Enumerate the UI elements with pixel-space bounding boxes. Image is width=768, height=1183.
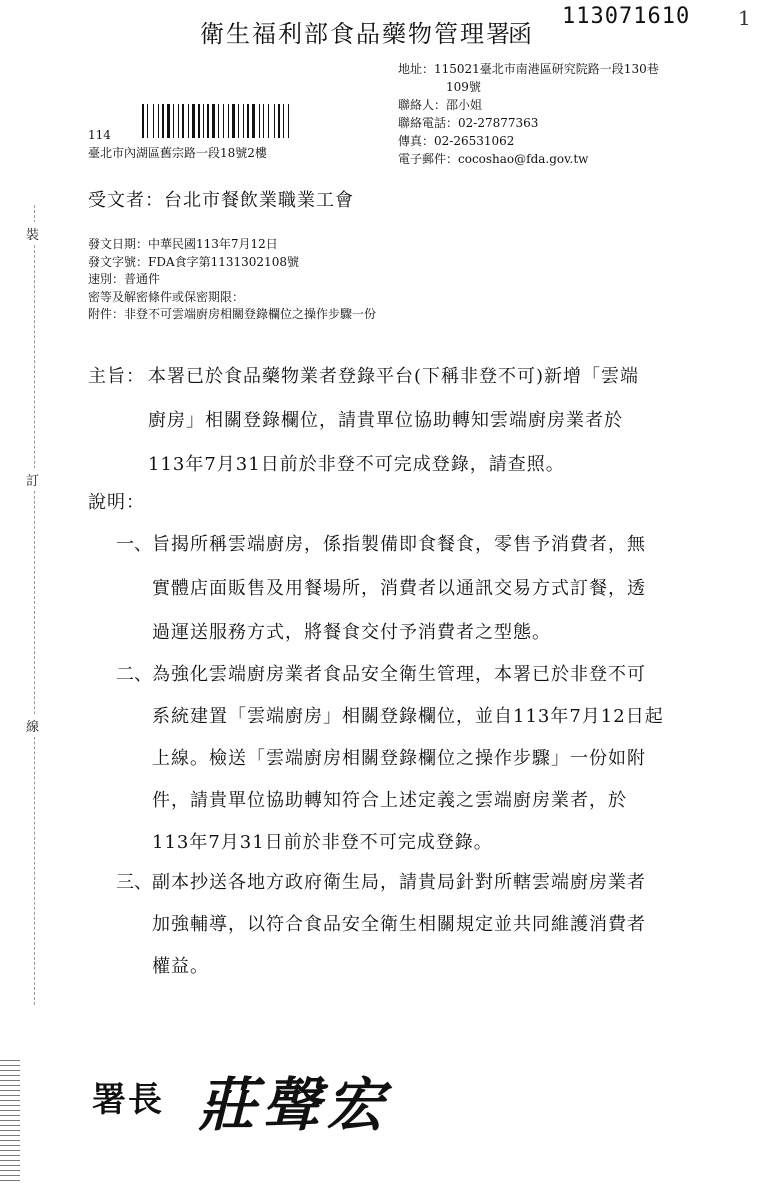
explanation-label: 說明： xyxy=(88,492,145,513)
barcode-bar xyxy=(196,104,197,138)
barcode-bar xyxy=(288,104,289,138)
item-line: 副本抄送各地方政府衛生局，請貴局針對所轄雲端廚房業者 xyxy=(152,872,646,893)
secrecy: 密等及解密條件或保密期限： xyxy=(88,289,245,304)
barcode-bar xyxy=(252,104,255,138)
barcode-bar xyxy=(268,104,269,138)
issue-date: 發文日期：中華民國113年7月12日 xyxy=(88,237,278,251)
item-line: 權益。 xyxy=(152,956,209,977)
barcode-bar xyxy=(245,104,246,138)
barcode-bar xyxy=(232,104,235,138)
subject-label: 主旨： xyxy=(88,366,145,387)
barcode-bar xyxy=(256,104,258,138)
item-line: 過運送服務方式，將餐食交付予消費者之型態。 xyxy=(152,622,551,643)
subject-line: 本署已於食品藥物業者登錄平台(下稱非登不可)新增「雲端 xyxy=(148,366,640,387)
barcode-bar xyxy=(158,104,159,138)
barcode-bar xyxy=(153,104,154,138)
barcode-bar xyxy=(276,104,277,138)
barcode-bar xyxy=(178,104,179,138)
contact-address-cont: 109號 xyxy=(446,80,481,94)
barcode-bar xyxy=(278,104,280,138)
barcode xyxy=(142,104,312,138)
barcode-bar xyxy=(162,104,164,138)
barcode-bar xyxy=(182,104,184,138)
receiver: 受文者：台北市餐飲業職業工會 xyxy=(88,190,354,211)
barcode-bar xyxy=(185,104,187,138)
barcode-bar xyxy=(201,104,202,138)
contact-fax: 傳真：02-26531062 xyxy=(398,134,515,148)
meta-block xyxy=(88,236,376,324)
item-number: 一、 xyxy=(116,534,152,555)
barcode-bar xyxy=(261,104,262,138)
barcode-bar xyxy=(228,104,229,138)
barcode-bar xyxy=(225,104,227,138)
item-line: 實體店面販售及用餐場所，消費者以通訊交易方式訂餐，透 xyxy=(152,578,646,599)
barcode-bar xyxy=(205,104,206,138)
barcode-bar xyxy=(285,104,287,138)
barcode-bar xyxy=(210,104,211,138)
doc-number: 發文字號：FDA食字第1131302108號 xyxy=(88,254,299,269)
barcode-bar xyxy=(270,104,273,138)
recipient-zip: 114 xyxy=(88,128,111,142)
subject-line: 廚房」相關登錄欄位，請貴單位協助轉知雲端廚房業者於 xyxy=(148,410,623,431)
stamp-number: 113071610 xyxy=(562,4,691,29)
barcode-bar xyxy=(218,104,219,138)
barcode-bar xyxy=(283,104,284,138)
barcode-bar xyxy=(203,104,204,138)
binding-line xyxy=(34,205,35,1005)
barcode-bar xyxy=(192,104,195,138)
barcode-bar xyxy=(263,104,264,138)
item-line: 件，請貴單位協助轉知符合上述定義之雲端廚房業者，於 xyxy=(152,790,627,811)
barcode-bar xyxy=(240,104,242,138)
barcode-bar xyxy=(160,104,161,138)
barcode-bar xyxy=(238,104,239,138)
barcode-bar xyxy=(147,104,148,138)
recipient-address: 臺北市內湖區舊宗路一段18號2樓 xyxy=(88,146,267,160)
contact-block xyxy=(398,60,659,168)
barcode-bar xyxy=(243,104,244,138)
org-title: 衛生福利部食品藥物管理署 xyxy=(200,20,512,48)
barcode-bar xyxy=(236,104,237,138)
barcode-bar xyxy=(223,104,224,138)
barcode-bar xyxy=(216,104,217,138)
item-line: 系統建置「雲端廚房」相關登錄欄位，並自113年7月12日起 xyxy=(152,706,664,727)
binding-mark-ding: 訂 xyxy=(26,468,39,491)
contact-email: 電子郵件：cocoshao@fda.gov.tw xyxy=(398,152,589,166)
signature-name: 莊聲宏 xyxy=(198,1071,391,1139)
scan-edge-artifact xyxy=(0,1060,20,1183)
barcode-bar xyxy=(220,104,222,138)
barcode-bar xyxy=(207,104,209,138)
priority: 速別：普通件 xyxy=(88,272,161,286)
barcode-bar xyxy=(274,104,275,138)
attachment: 附件：非登不可雲端廚房相關登錄欄位之操作步驟一份 xyxy=(88,307,377,321)
signature-title: 署長 xyxy=(92,1080,164,1120)
barcode-bar xyxy=(149,104,152,138)
barcode-bar xyxy=(173,104,174,138)
contact-person: 聯絡人：邵小姐 xyxy=(398,98,483,112)
barcode-bar xyxy=(247,104,249,138)
barcode-bar xyxy=(250,104,251,138)
barcode-bar xyxy=(167,104,170,138)
item-line: 旨揭所稱雲端廚房，係指製備即食餐食，零售予消費者，無 xyxy=(152,534,646,555)
barcode-bar xyxy=(142,104,144,138)
barcode-bar xyxy=(155,104,157,138)
barcode-bar xyxy=(165,104,166,138)
barcode-bar xyxy=(281,104,282,138)
barcode-bar xyxy=(198,104,200,138)
barcode-bar xyxy=(171,104,172,138)
item-line: 上線。檢送「雲端廚房相關登錄欄位之操作步驟」一份如附 xyxy=(152,748,646,769)
item-line: 加強輔導，以符合食品安全衛生相關規定並共同維護消費者 xyxy=(152,914,646,935)
item-number: 三、 xyxy=(116,872,152,893)
barcode-bar xyxy=(259,104,260,138)
barcode-bar xyxy=(212,104,215,138)
stamp-mark: 1 xyxy=(738,6,751,30)
barcode-bar xyxy=(175,104,177,138)
doc-type: 函 xyxy=(508,20,532,48)
barcode-bar xyxy=(180,104,181,138)
item-number: 二、 xyxy=(116,664,152,685)
barcode-bar xyxy=(265,104,267,138)
binding-mark-xian: 線 xyxy=(26,714,39,737)
barcode-bar xyxy=(230,104,231,138)
barcode-bar xyxy=(145,104,146,138)
contact-address: 地址：115021臺北市南港區研究院路一段130巷 xyxy=(398,62,659,76)
item-line: 113年7月31日前於非登不可完成登錄。 xyxy=(152,832,493,853)
subject-line: 113年7月31日前於非登不可完成登錄，請查照。 xyxy=(148,454,565,475)
item-line: 為強化雲端廚房業者食品安全衛生管理，本署已於非登不可 xyxy=(152,664,646,685)
contact-phone: 聯絡電話：02-27877363 xyxy=(398,116,539,130)
binding-mark-zhuang: 裝 xyxy=(26,222,39,245)
barcode-bar xyxy=(188,104,189,138)
barcode-bar xyxy=(190,104,191,138)
